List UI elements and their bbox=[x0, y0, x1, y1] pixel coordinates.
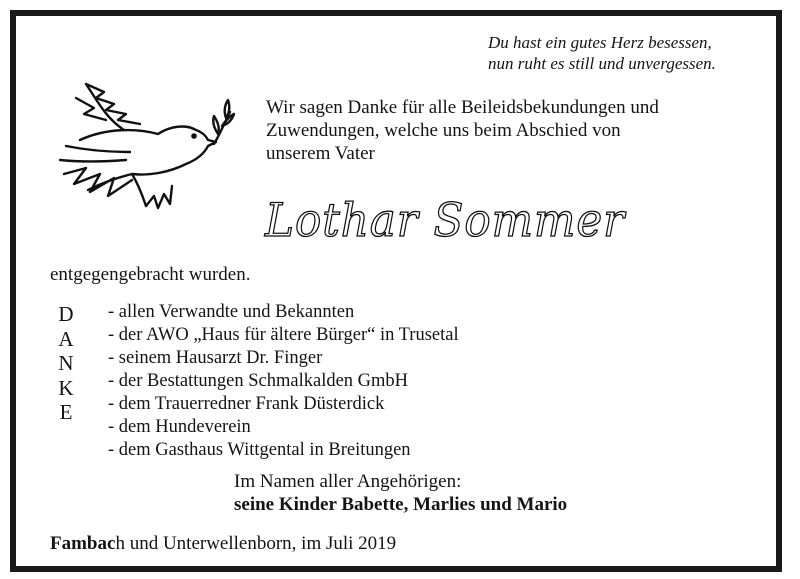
dove-icon bbox=[46, 68, 236, 218]
danke-vertical bbox=[54, 302, 78, 425]
list-item: - allen Verwandte und Bekannten bbox=[108, 302, 355, 322]
footer-place-bold: Fambac bbox=[50, 533, 116, 554]
danke-letter: D bbox=[58, 302, 74, 326]
quote-line-2: nun ruht es still und unvergessen. bbox=[488, 54, 716, 73]
list-item: - der Bestattungen Schmalkalden GmbH bbox=[108, 371, 409, 391]
thanks-line-1: Wir sagen Danke für alle Beileidsbekundungen und bbox=[266, 97, 659, 118]
list-item: - der AWO „Haus für ältere Bürger“ in Trusetal bbox=[108, 325, 459, 345]
signature-family: seine Kinder Babette, Marlies und Mario bbox=[234, 494, 568, 515]
danke-letter: N bbox=[58, 351, 74, 375]
footer-place-rest: h und Unterwellenborn, im Juli 2019 bbox=[115, 533, 397, 554]
thanks-list bbox=[108, 301, 459, 462]
danke-letter: E bbox=[59, 400, 73, 424]
deceased-name-text: Lothar Sommer bbox=[264, 193, 627, 247]
signature-intro: Im Namen aller Angehörigen: bbox=[234, 471, 462, 492]
after-text: entgegengebracht wurden. bbox=[50, 264, 251, 285]
list-item: - dem Trauerredner Frank Düsterdick bbox=[108, 394, 385, 414]
deceased-name bbox=[261, 186, 641, 256]
danke-letter: K bbox=[58, 375, 74, 400]
list-item: - dem Gasthaus Wittgental in Breitungen bbox=[108, 440, 411, 460]
thanks-message bbox=[266, 96, 746, 165]
obituary-card bbox=[10, 10, 782, 572]
quote-line-1: Du hast ein gutes Herz besessen, bbox=[488, 33, 712, 52]
list-item: - dem Hundeverein bbox=[108, 417, 251, 437]
thanks-line-2: Zuwendungen, welche uns beim Abschied von bbox=[266, 120, 621, 141]
list-item: - seinem Hausarzt Dr. Finger bbox=[108, 348, 323, 368]
signature-block bbox=[234, 470, 567, 516]
thanks-line-3: unserem Vater bbox=[266, 143, 375, 164]
footer-place-date bbox=[50, 532, 396, 555]
memorial-quote bbox=[488, 32, 758, 74]
danke-letter: A bbox=[58, 326, 74, 351]
